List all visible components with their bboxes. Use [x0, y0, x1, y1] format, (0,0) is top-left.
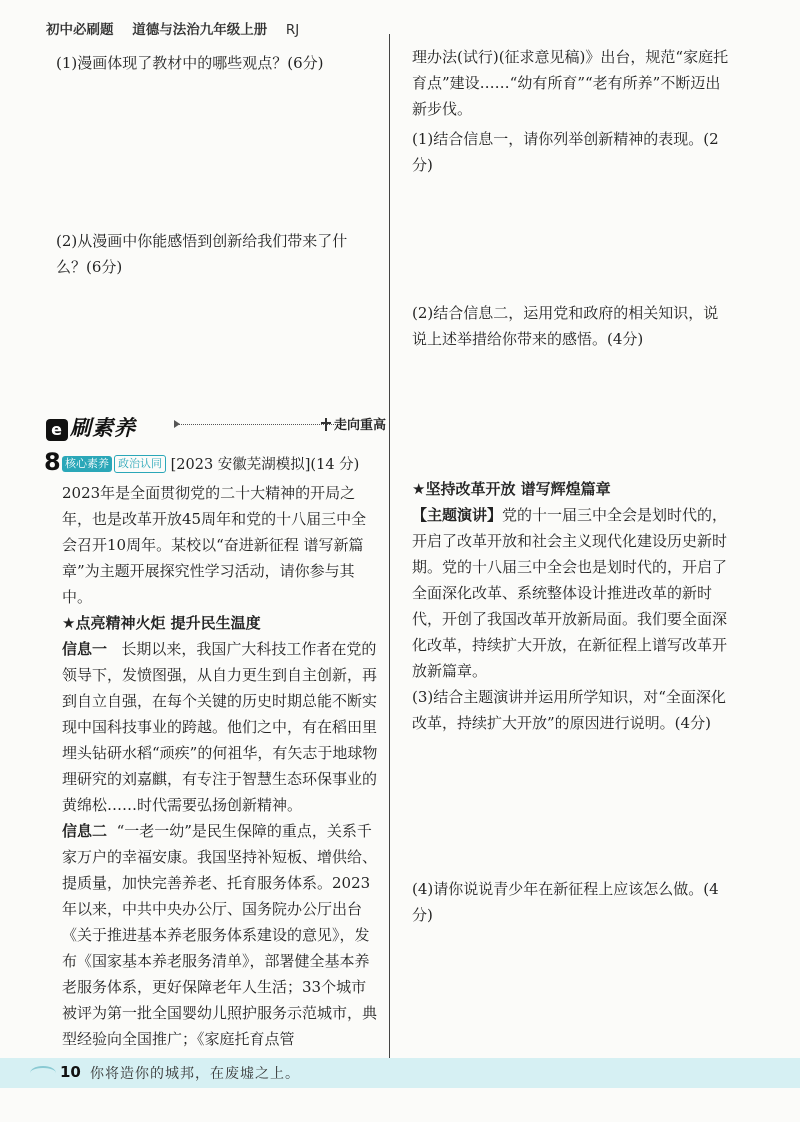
theme-text: 党的十一届三中全会是划时代的，开启了改革开放和社会主义现代化建设历史新时期。党的十八届三中全会也是划时代的，开启了全面深化改革、系统整体设计推进改革的新时代，开创了我国改革开放新局面。我们要全面深化改革，持续扩大开放，在新征程上谱写改革开放新篇章。 — [412, 506, 728, 680]
info-1 — [62, 636, 380, 818]
column-divider — [389, 34, 390, 1059]
section-right-label — [320, 414, 386, 433]
question-intro: 2023年是全面贯彻党的二十大精神的开局之年，也是改革开放45周年和党的十八届三中全会召开10周年。某校以“奋进新征程 谱写新篇章”为主题开展探究性学习活动，请你参与其中。 — [62, 484, 367, 606]
right-question-3: (3)结合主题演讲并运用所学知识，对“全面深化改革，持续扩大开放”的原因进行说明。(4分) — [412, 688, 726, 732]
book-subject: 道德与法治九年级上册 — [132, 22, 268, 38]
info-2-text: “一老一幼”是民生保障的重点，关系千家万户的幸福安康。我国坚持补短板、增供给、提质量，加快完善养老、托育服务体系。2023年以来，中共中央办公厅、国务院办公厅出台《关于推进基本养老服务体系建设的意见》，发布《国家基本养老服务清单》，部署健全基本养老服务体系，更好保障老年人生活；33个城市被评为第一批全国婴幼儿照护服务示范城市，典型经验向全国推广；《家庭托育点管 — [62, 822, 378, 1048]
section-title-text: 刷素养 — [70, 416, 136, 440]
info-2 — [62, 818, 380, 1052]
series-name: 初中必刷题 — [46, 22, 114, 38]
question-8-body — [62, 480, 380, 1052]
right-section — [412, 476, 730, 736]
wave-icon — [30, 1066, 56, 1080]
question-number: 8 — [44, 448, 61, 476]
subheading-2: ★坚持改革开放 谱写辉煌篇章 — [412, 480, 611, 498]
question-8-header — [62, 452, 392, 478]
right-continuation: 理办法(试行)(征求意见稿)》出台，规范“家庭托育点”建设……“幼有所育”“老有所养”不断迈出新步伐。 — [412, 48, 729, 118]
footer-motto: 你将造你的城邦，在废墟之上。 — [90, 1066, 300, 1082]
info-1-label: 信息一 — [62, 640, 108, 658]
political-tag: 政治认同 — [114, 455, 166, 473]
page-number: 10 — [60, 1063, 81, 1081]
edition-label: RJ — [285, 22, 300, 38]
running-header — [46, 18, 313, 38]
e-logo-icon: e — [46, 419, 68, 441]
section-bar — [46, 412, 386, 442]
section-title — [46, 412, 136, 442]
info-1-text: 长期以来，我国广大科技工作者在党的领导下，发愤图强，从自力更生到自主创新，再到自立自强，在每个关键的历史时期总能不断实现中国科技事业的跨越。他们之中，有在稻田里埋头钻研水稻“顽疾”的何祖华，有矢志于地球物理研究的刘嘉麒，有专注于智慧生态环保事业的黄绵松……时代需要弘扬创新精神。 — [62, 640, 378, 814]
theme-label: 【主题演讲】 — [412, 506, 503, 524]
right-question-2: (2)结合信息二，运用党和政府的相关知识，说说上述举措给你带来的感悟。(4分) — [412, 304, 719, 348]
subheading-1: ★点亮精神火炬 提升民生温度 — [62, 614, 261, 632]
left-question-2 — [56, 228, 386, 280]
left-question-2-line2: 么？(6分) — [56, 258, 123, 276]
left-question-2-line1: (2)从漫画中你能感悟到创新给我们带来了什 — [56, 232, 348, 250]
core-literacy-tag: 核心素养 — [62, 456, 112, 472]
left-question-1: (1)漫画体现了教材中的哪些观点？(6分) — [56, 54, 324, 72]
right-question-4: (4)请你说说青少年在新征程上应该怎么做。(4分) — [412, 880, 719, 924]
page-footer — [0, 1058, 800, 1088]
theme-speech — [412, 502, 730, 684]
info-2-label: 信息二 — [62, 822, 108, 840]
question-source: [2023 安徽芜湖模拟](14 分) — [170, 457, 360, 473]
section-right-text: 走向重高 — [333, 418, 386, 433]
right-question-1: (1)结合信息一，请你列举创新精神的表现。(2分) — [412, 130, 719, 174]
tower-icon — [320, 418, 332, 431]
